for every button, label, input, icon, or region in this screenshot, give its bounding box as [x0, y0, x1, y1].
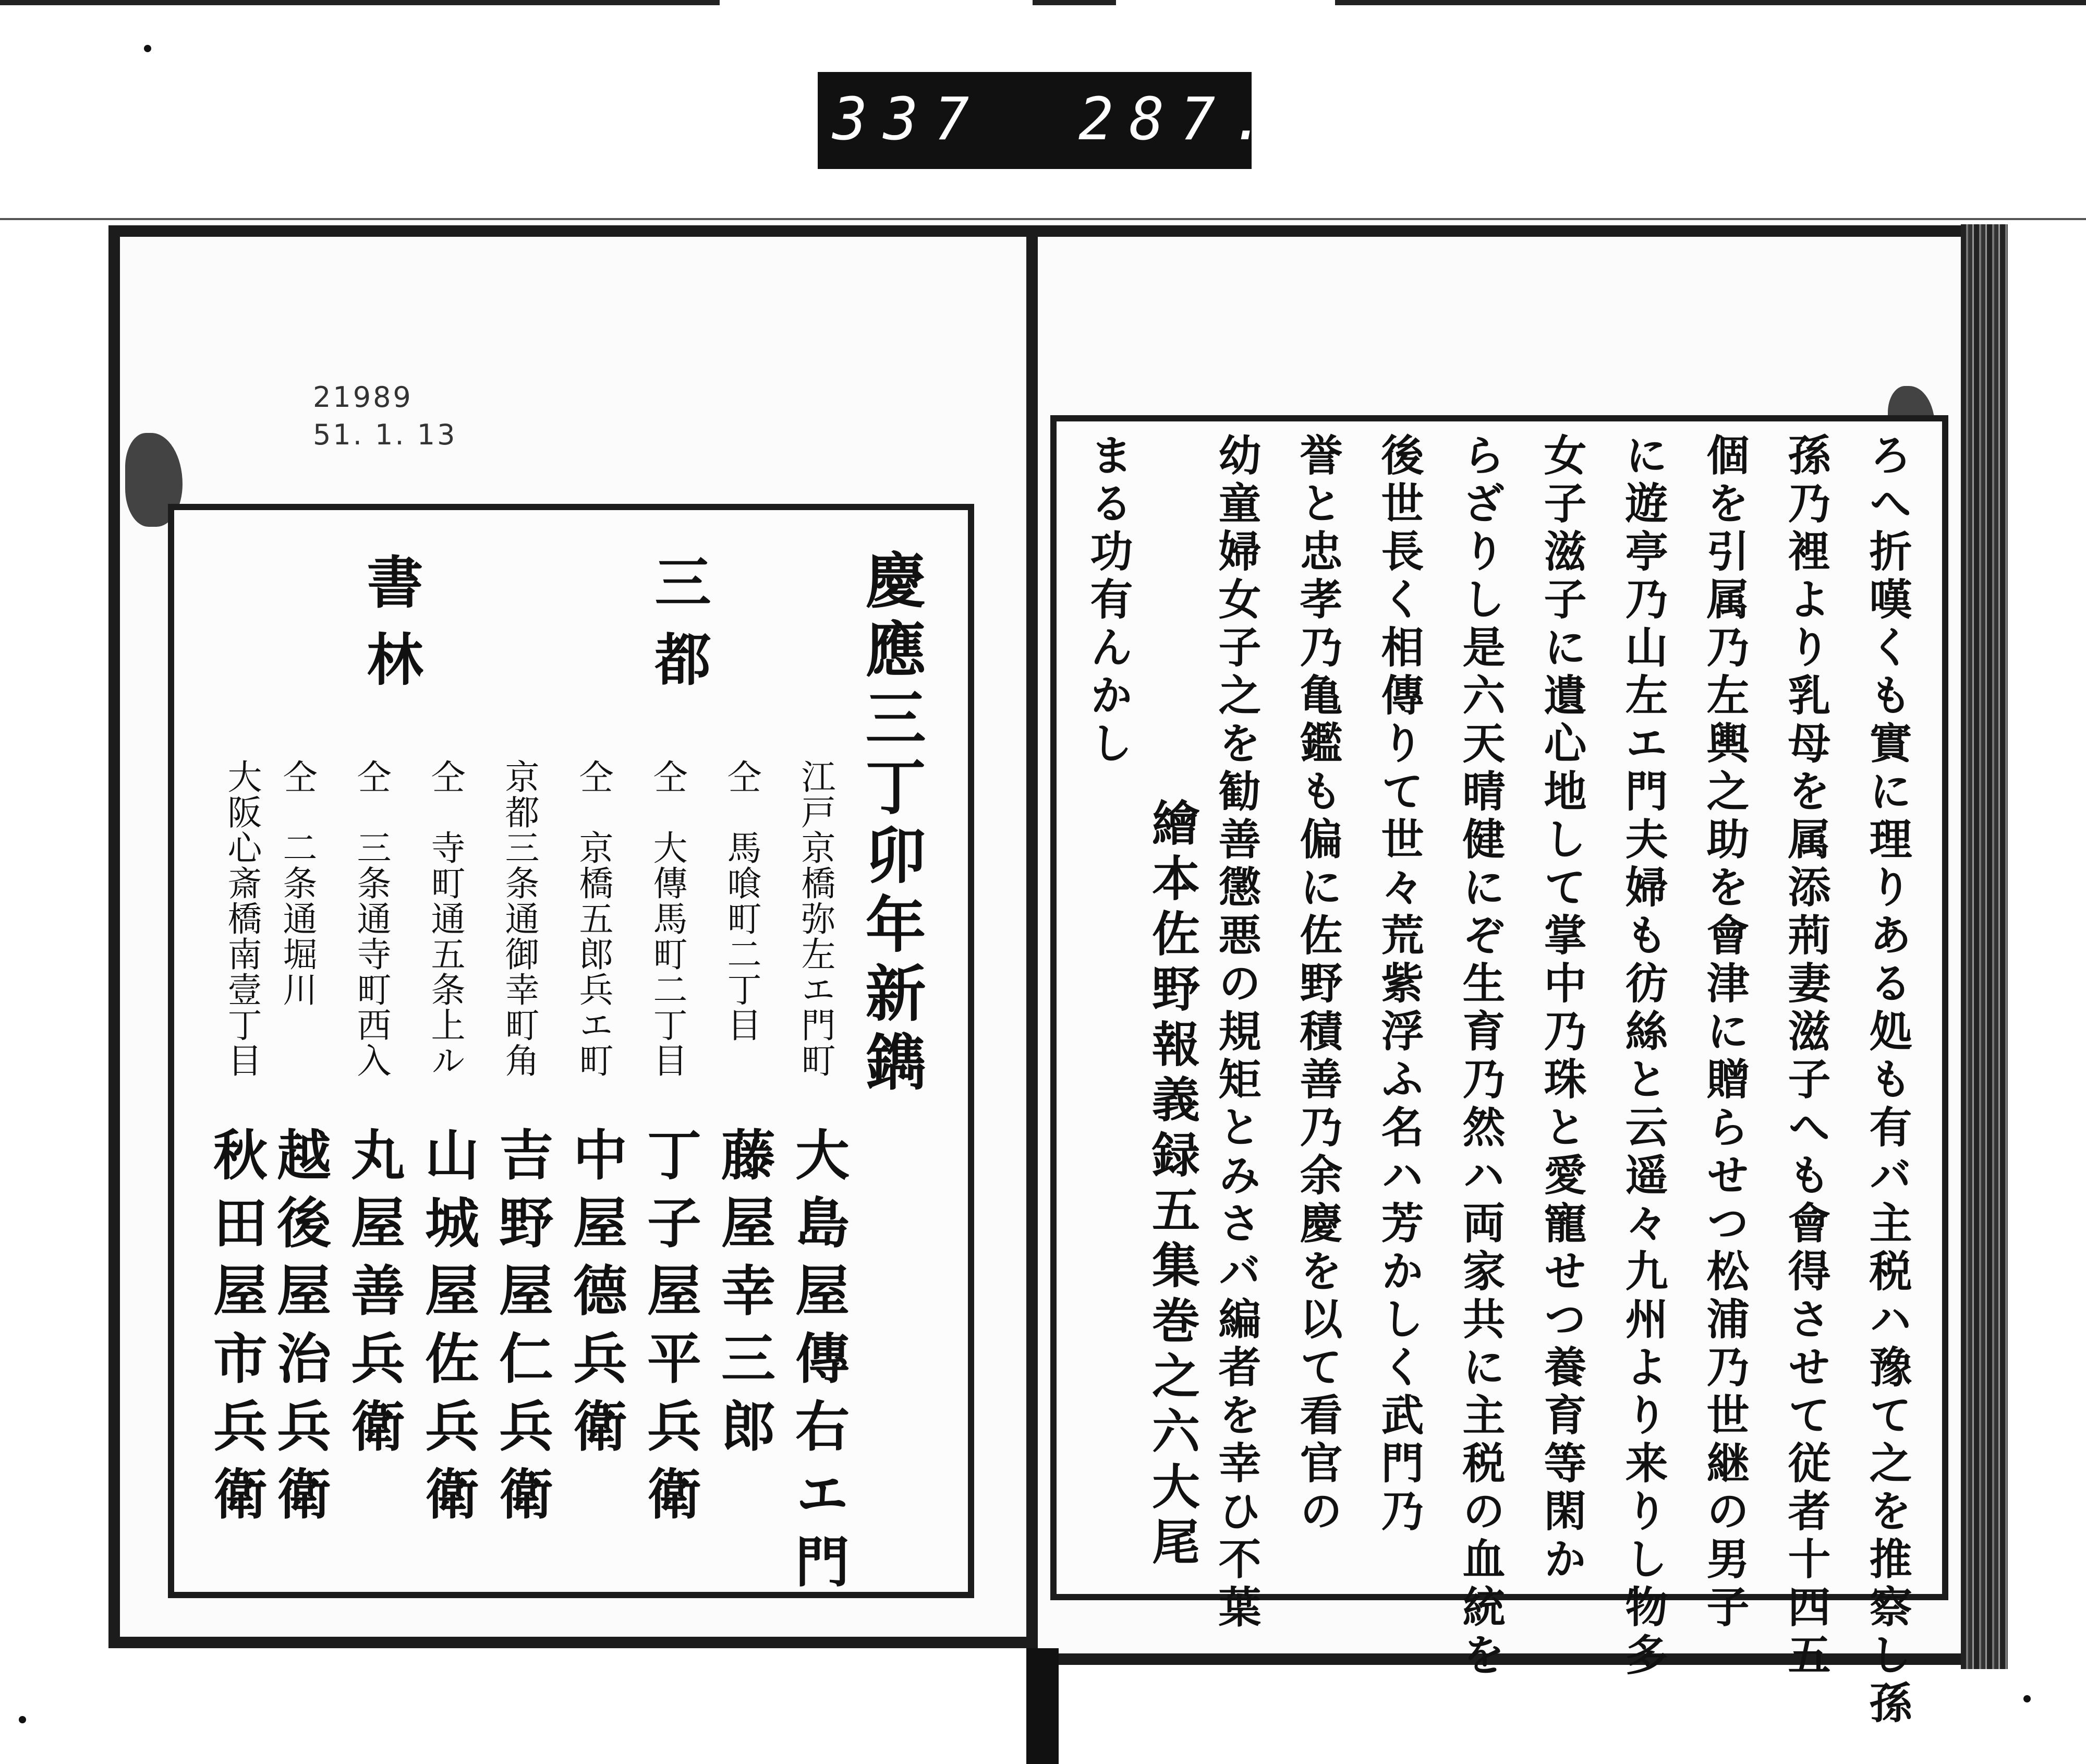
closing-title: 繪本佐野報義録五集巻之六大尾 — [1144, 798, 1200, 1572]
catalog-number-left: 337 — [832, 86, 985, 153]
text-line: らざりし是六天晴健にぞ生育乃然ハ両家共に主税の血統を — [1456, 433, 1506, 1681]
colophon-heading-mid: 三都 — [645, 553, 711, 707]
text-line: ろへ折嘆くも實に理りある処も有バ主税ハ豫て之を推察し孫 — [1862, 433, 1912, 1729]
accession-stamp — [313, 379, 457, 454]
text-line: 個を引属乃左輿之助を會津に贈らせつ松浦乃世継の男子 — [1700, 433, 1750, 1633]
catalog-number-right: 287. — [1078, 86, 1282, 153]
publisher-shop: 藤屋幸三郎 — [712, 1127, 776, 1466]
publisher-address: 仝 京橋五郎兵エ町 — [573, 759, 613, 1078]
scan-edge-line — [0, 218, 2086, 220]
text-line: 孫乃裡より乳母を属添荊妻滋子へも會得させて従者十四五 — [1781, 433, 1831, 1681]
text-line: 誉と忠孝乃亀鑑も偏に佐野積善乃余慶を以て看官の — [1293, 433, 1343, 1537]
publisher-address: 仝 大傳馬町二丁目 — [647, 759, 687, 1078]
book-gutter — [1026, 1648, 1059, 1764]
colophon-title: 慶應三丁卯年新鐫 — [855, 549, 926, 1100]
text-line: に遊亭乃山左エ門夫婦も彷絲と云遥々九州より来りし物多 — [1618, 433, 1668, 1681]
publisher-shop: 丸屋善兵衛 — [342, 1127, 406, 1466]
publisher-shop: 丁子屋平兵衛 — [638, 1127, 702, 1533]
scan-top-edge — [0, 0, 2086, 5]
text-line: 女子滋子に遺心地して掌中乃珠と愛寵せつ養育等閑か — [1537, 433, 1587, 1585]
publisher-address: 大阪心斎橋南壹丁目 — [222, 759, 262, 1078]
publisher-address: 京都三条通御幸町角 — [499, 759, 539, 1078]
publisher-shop: 山城屋佐兵衛 — [416, 1127, 480, 1533]
text-line: まる功有んかし — [1083, 433, 1133, 769]
book-spine-edge — [1961, 224, 2008, 1669]
accession-date: 51. 1. 13 — [313, 418, 457, 451]
publisher-address: 仝 二条通堀川 — [277, 759, 317, 1007]
publisher-shop: 越後屋治兵衛 — [268, 1127, 332, 1533]
publisher-shop: 吉野屋仁兵衛 — [490, 1127, 554, 1533]
publisher-address: 仝 寺町通五条上ル — [425, 759, 465, 1078]
publisher-shop: 中屋德兵衛 — [564, 1127, 628, 1466]
text-line: 幼童婦女子之を勧善懲悪の規矩とみさバ編者を幸ひ不葉 — [1211, 433, 1262, 1633]
catalog-number-label — [818, 72, 1282, 169]
accession-number: 21989 — [313, 381, 413, 414]
publisher-address: 仝 三条通寺町西入 — [351, 759, 391, 1078]
publisher-address: 江戸京橋弥左エ門町 — [795, 759, 835, 1078]
text-line: 後世長く相傳りて世々荒紫浮ふ名ハ芳かしく武門乃 — [1374, 433, 1424, 1537]
speck — [19, 1716, 26, 1723]
speck — [2023, 1695, 2031, 1702]
colophon-heading-left: 書林 — [357, 553, 423, 707]
speck — [144, 45, 151, 52]
publisher-shop: 大島屋傳右エ門 — [786, 1127, 850, 1601]
publisher-address: 仝 馬喰町二丁目 — [721, 759, 761, 1043]
publisher-shop: 秋田屋市兵衛 — [204, 1127, 268, 1533]
